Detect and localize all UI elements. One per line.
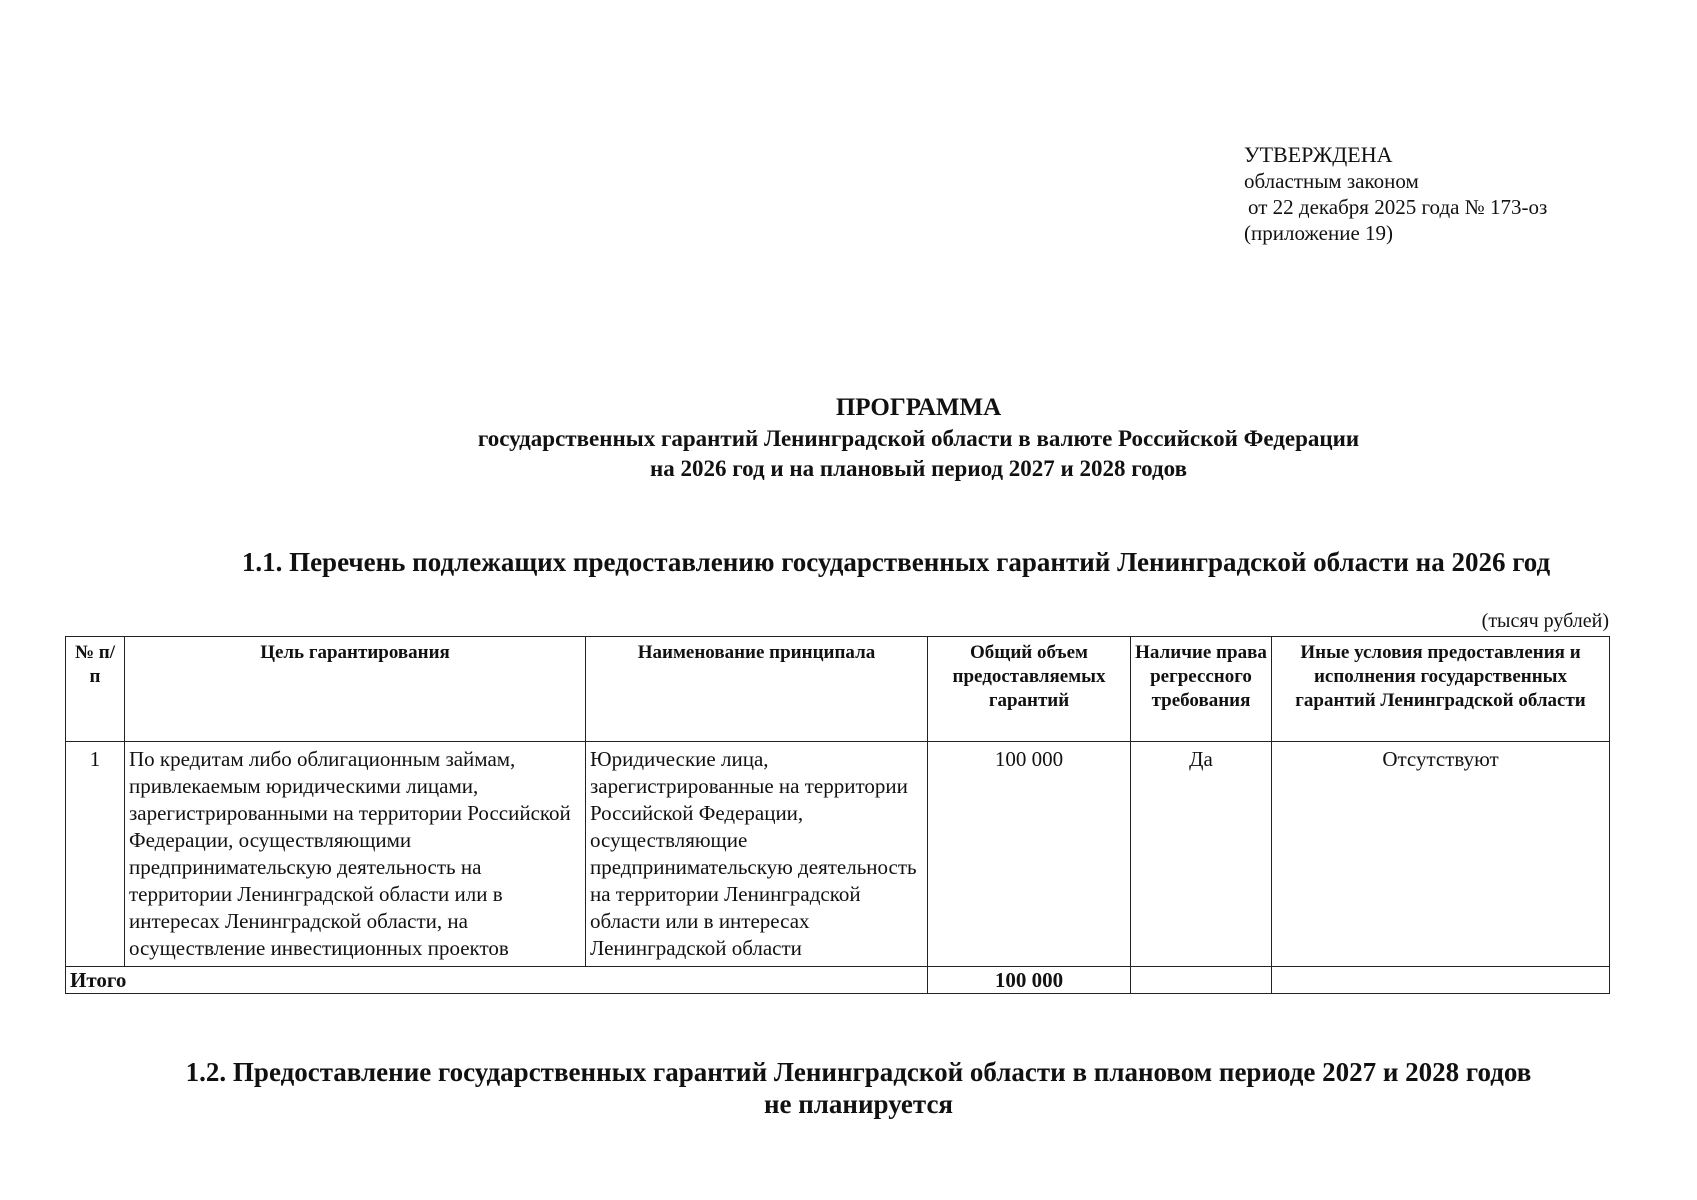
units-label: (тысяч рублей) [1481, 610, 1609, 632]
guarantees-table [65, 636, 1610, 994]
row-num: 1 [66, 742, 125, 967]
total-other-empty [1272, 967, 1610, 994]
total-regress-empty [1131, 967, 1272, 994]
title-line-1: ПРОГРАММА [835, 394, 1002, 421]
header-num: № п/п [66, 637, 125, 742]
title-line-3: на 2026 год и на плановый период 2027 и 2028 годов [650, 456, 1187, 481]
section-1-2-heading [0, 1056, 1697, 1120]
approval-law: областным законом [1244, 169, 1419, 193]
section-1-2-line-1: 1.2. Предоставление государственных гарантий Ленинградской области в плановом периоде 2027 и 2028 годов [185, 1057, 1532, 1087]
title-line-2: государственных гарантий Ленинградской области в валюте Российской Федерации [477, 426, 1360, 451]
table-header-row [66, 637, 1610, 742]
row-regress: Да [1131, 742, 1272, 967]
total-label: Итого [66, 967, 928, 994]
section-1-2-line-2: не планируется [763, 1089, 954, 1119]
document-title [0, 392, 1697, 484]
row-goal: По кредитам либо облигационным займам, привлекаемым юридическими лицами, зарегистрированными на территории Российской Федерации, осуществляющими предпринимательскую деятельность на территории Ленинградской области или в интересах Ленинградской области, на осуществление инвестиционных проектов [125, 742, 586, 967]
approval-date: от 22 декабря 2025 года № 173-оз [1248, 195, 1548, 219]
header-goal: Цель гарантирования [125, 637, 586, 742]
approval-appendix: (приложение 19) [1244, 221, 1394, 245]
row-volume: 100 000 [928, 742, 1131, 967]
header-principal: Наименование принципала [586, 637, 928, 742]
row-other-conditions: Отсутствуют [1272, 742, 1610, 967]
section-1-1-heading: 1.1. Перечень подлежащих предоставлению государственных гарантий Ленинградской области на 2026 год [241, 547, 1551, 577]
approval-stamp [1244, 142, 1547, 246]
header-volume: Общий объем предоставляемых гарантий [928, 637, 1131, 742]
total-volume: 100 000 [928, 967, 1131, 994]
row-principal: Юридические лица, зарегистрированные на территории Российской Федерации, осуществляющие предпринимательскую деятельность на территории Ленинградской области или в интересах Ленинградской области [586, 742, 928, 967]
total-row [66, 967, 1610, 994]
header-other-conditions: Иные условия предоставления и исполнения государственных гарантий Ленинградской области [1272, 637, 1610, 742]
table-row [66, 742, 1610, 967]
header-regress: Наличие права регрессного требования [1131, 637, 1272, 742]
approval-title: УТВЕРЖДЕНА [1244, 142, 1393, 167]
